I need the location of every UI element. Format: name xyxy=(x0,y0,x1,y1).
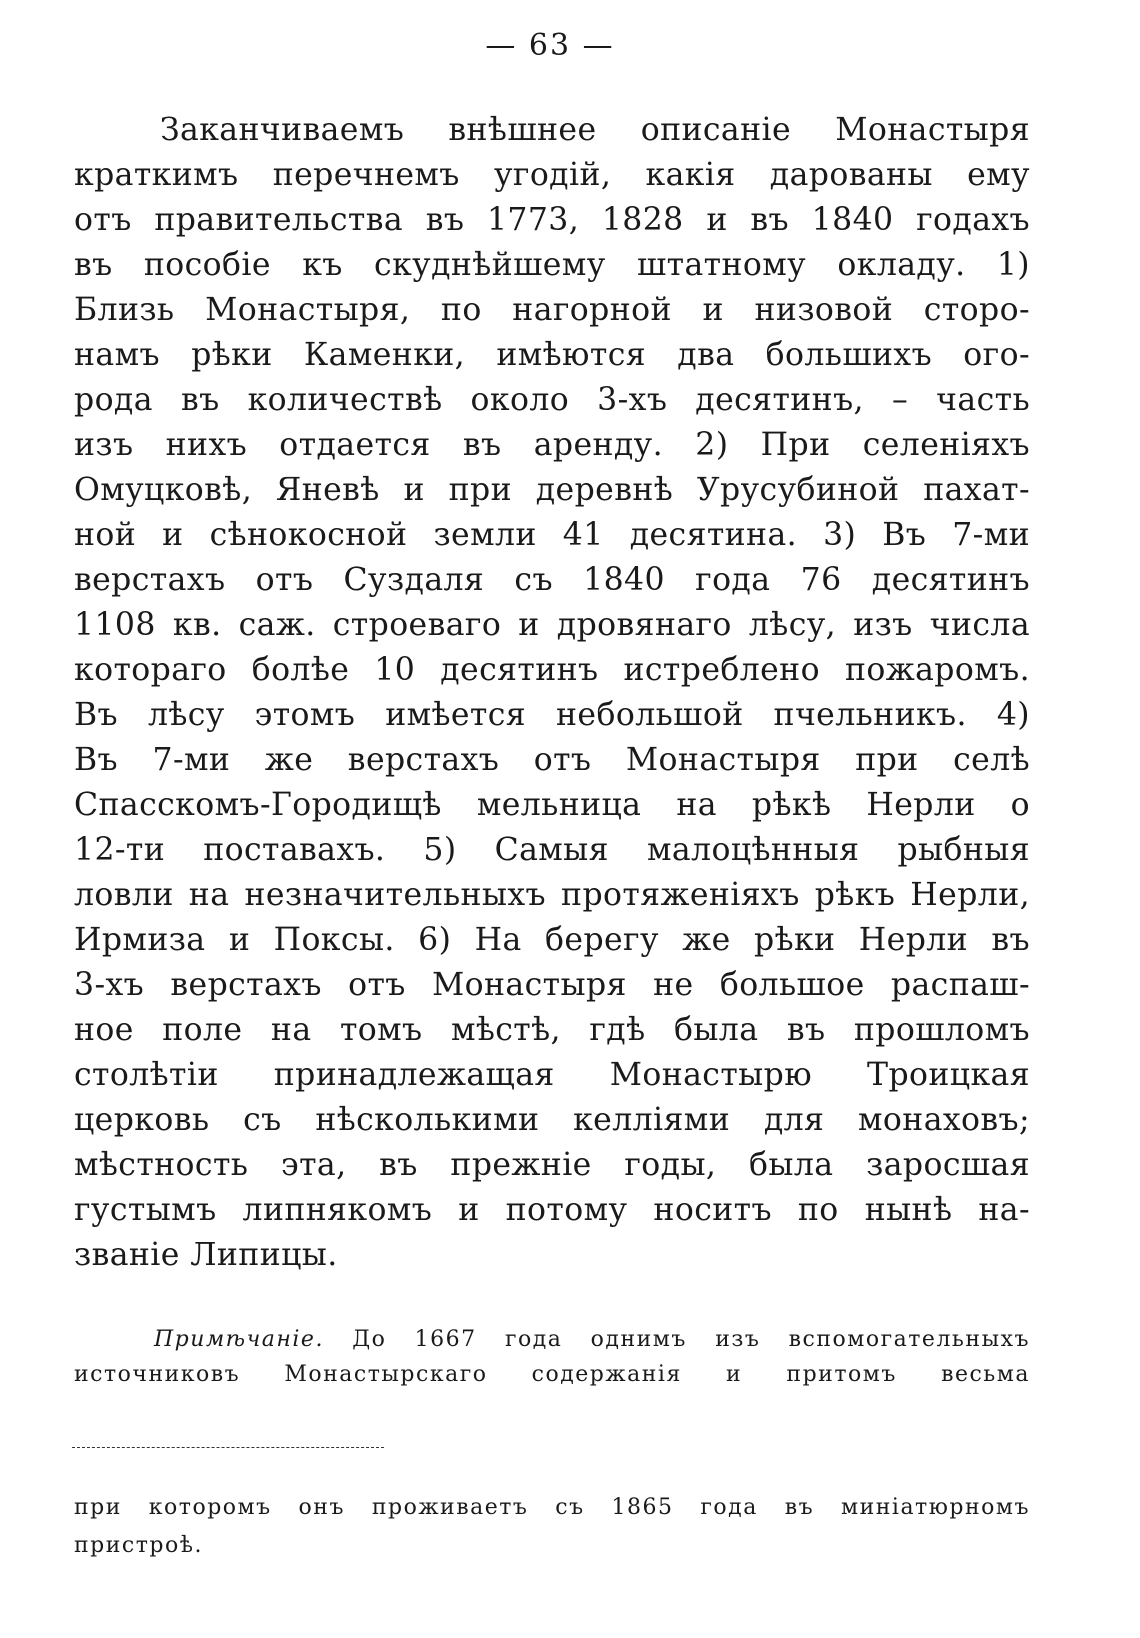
text-line: ное поле на томъ мѣстѣ, гдѣ была въ прошломъ xyxy=(74,1012,1030,1048)
note-text: До 1667 года однимъ изъ вспомогательныхъ xyxy=(352,1327,1030,1352)
text-line: Въ 7-ми же верстахъ отъ Монастыря при селѣ xyxy=(74,742,1030,778)
text-line: церковь съ нѣсколькими келліями для монаховъ; xyxy=(74,1102,1030,1138)
text-line: Близь Монастыря, по нагорной и низовой сторо- xyxy=(74,292,1030,328)
text-line: изъ нихъ отдается въ аренду. 2) При селеніяхъ xyxy=(74,427,1030,463)
note-paragraph xyxy=(74,1322,1030,1392)
text-line: 12-ти поставахъ. 5) Самыя малоцѣнныя рыбныя xyxy=(74,832,1030,868)
note-label: Примѣчаніе. xyxy=(154,1327,324,1352)
footnote-line: пристроѣ. xyxy=(74,1533,203,1558)
text-line: котораго болѣе 10 десятинъ истреблено пожаромъ. xyxy=(74,652,1030,688)
text-line: Ирмиза и Поксы. 6) На берегу же рѣки Нерли въ xyxy=(74,922,1030,958)
text-line: отъ правительства въ 1773, 1828 и въ 1840 годахъ xyxy=(74,202,1030,238)
text-line: ной и сѣнокосной земли 41 десятина. 3) Въ 7-ми xyxy=(74,517,1030,553)
text-line: званіе Липицы. xyxy=(74,1237,338,1273)
text-line: густымъ липнякомъ и потому носитъ по нынѣ на- xyxy=(74,1192,1030,1228)
text-line: 3-хъ верстахъ отъ Монастыря не большое распаш- xyxy=(74,967,1030,1003)
text-line: краткимъ перечнемъ угодій, какія дарованы ему xyxy=(74,157,1030,193)
text-line: рода въ количествѣ около 3-хъ десятинъ, – часть xyxy=(74,382,1030,418)
text-line: Спасскомъ-Городищѣ мельница на рѣкѣ Нерли о xyxy=(74,787,1030,823)
text-line: 1108 кв. саж. строеваго и дровянаго лѣсу, изъ числа xyxy=(74,607,1030,643)
text-line: Омуцковѣ, Яневѣ и при деревнѣ Урусубиной пахат- xyxy=(74,472,1030,508)
main-paragraph xyxy=(74,108,1030,1278)
note-line xyxy=(74,1322,1030,1357)
text-line: Заканчиваемъ внѣшнее описаніе Монастыря xyxy=(160,112,1030,148)
note-line: источниковъ Монастырскаго содержанія и притомъ весьма xyxy=(74,1362,1030,1387)
footnote xyxy=(74,1489,1030,1565)
footnote-divider xyxy=(72,1447,384,1448)
text-line: въ пособіе къ скуднѣйшему штатному окладу. 1) xyxy=(74,247,1030,283)
text-line: Въ лѣсу этомъ имѣется небольшой пчельникъ. 4) xyxy=(74,697,1030,733)
text-line: намъ рѣки Каменки, имѣются два большихъ ого- xyxy=(74,337,1030,373)
text-line: мѣстность эта, въ прежніе годы, была заросшая xyxy=(74,1147,1030,1183)
text-line: столѣтіи принадлежащая Монастырю Троицкая xyxy=(74,1057,1030,1093)
page-number: — 63 — xyxy=(485,28,615,63)
footnote-line: при которомъ онъ проживаетъ съ 1865 года въ миніатюрномъ xyxy=(74,1495,1030,1520)
text-line: ловли на незначительныхъ протяженіяхъ рѣкъ Нерли, xyxy=(74,877,1030,913)
text-line: верстахъ отъ Суздаля съ 1840 года 76 десятинъ xyxy=(74,562,1030,598)
